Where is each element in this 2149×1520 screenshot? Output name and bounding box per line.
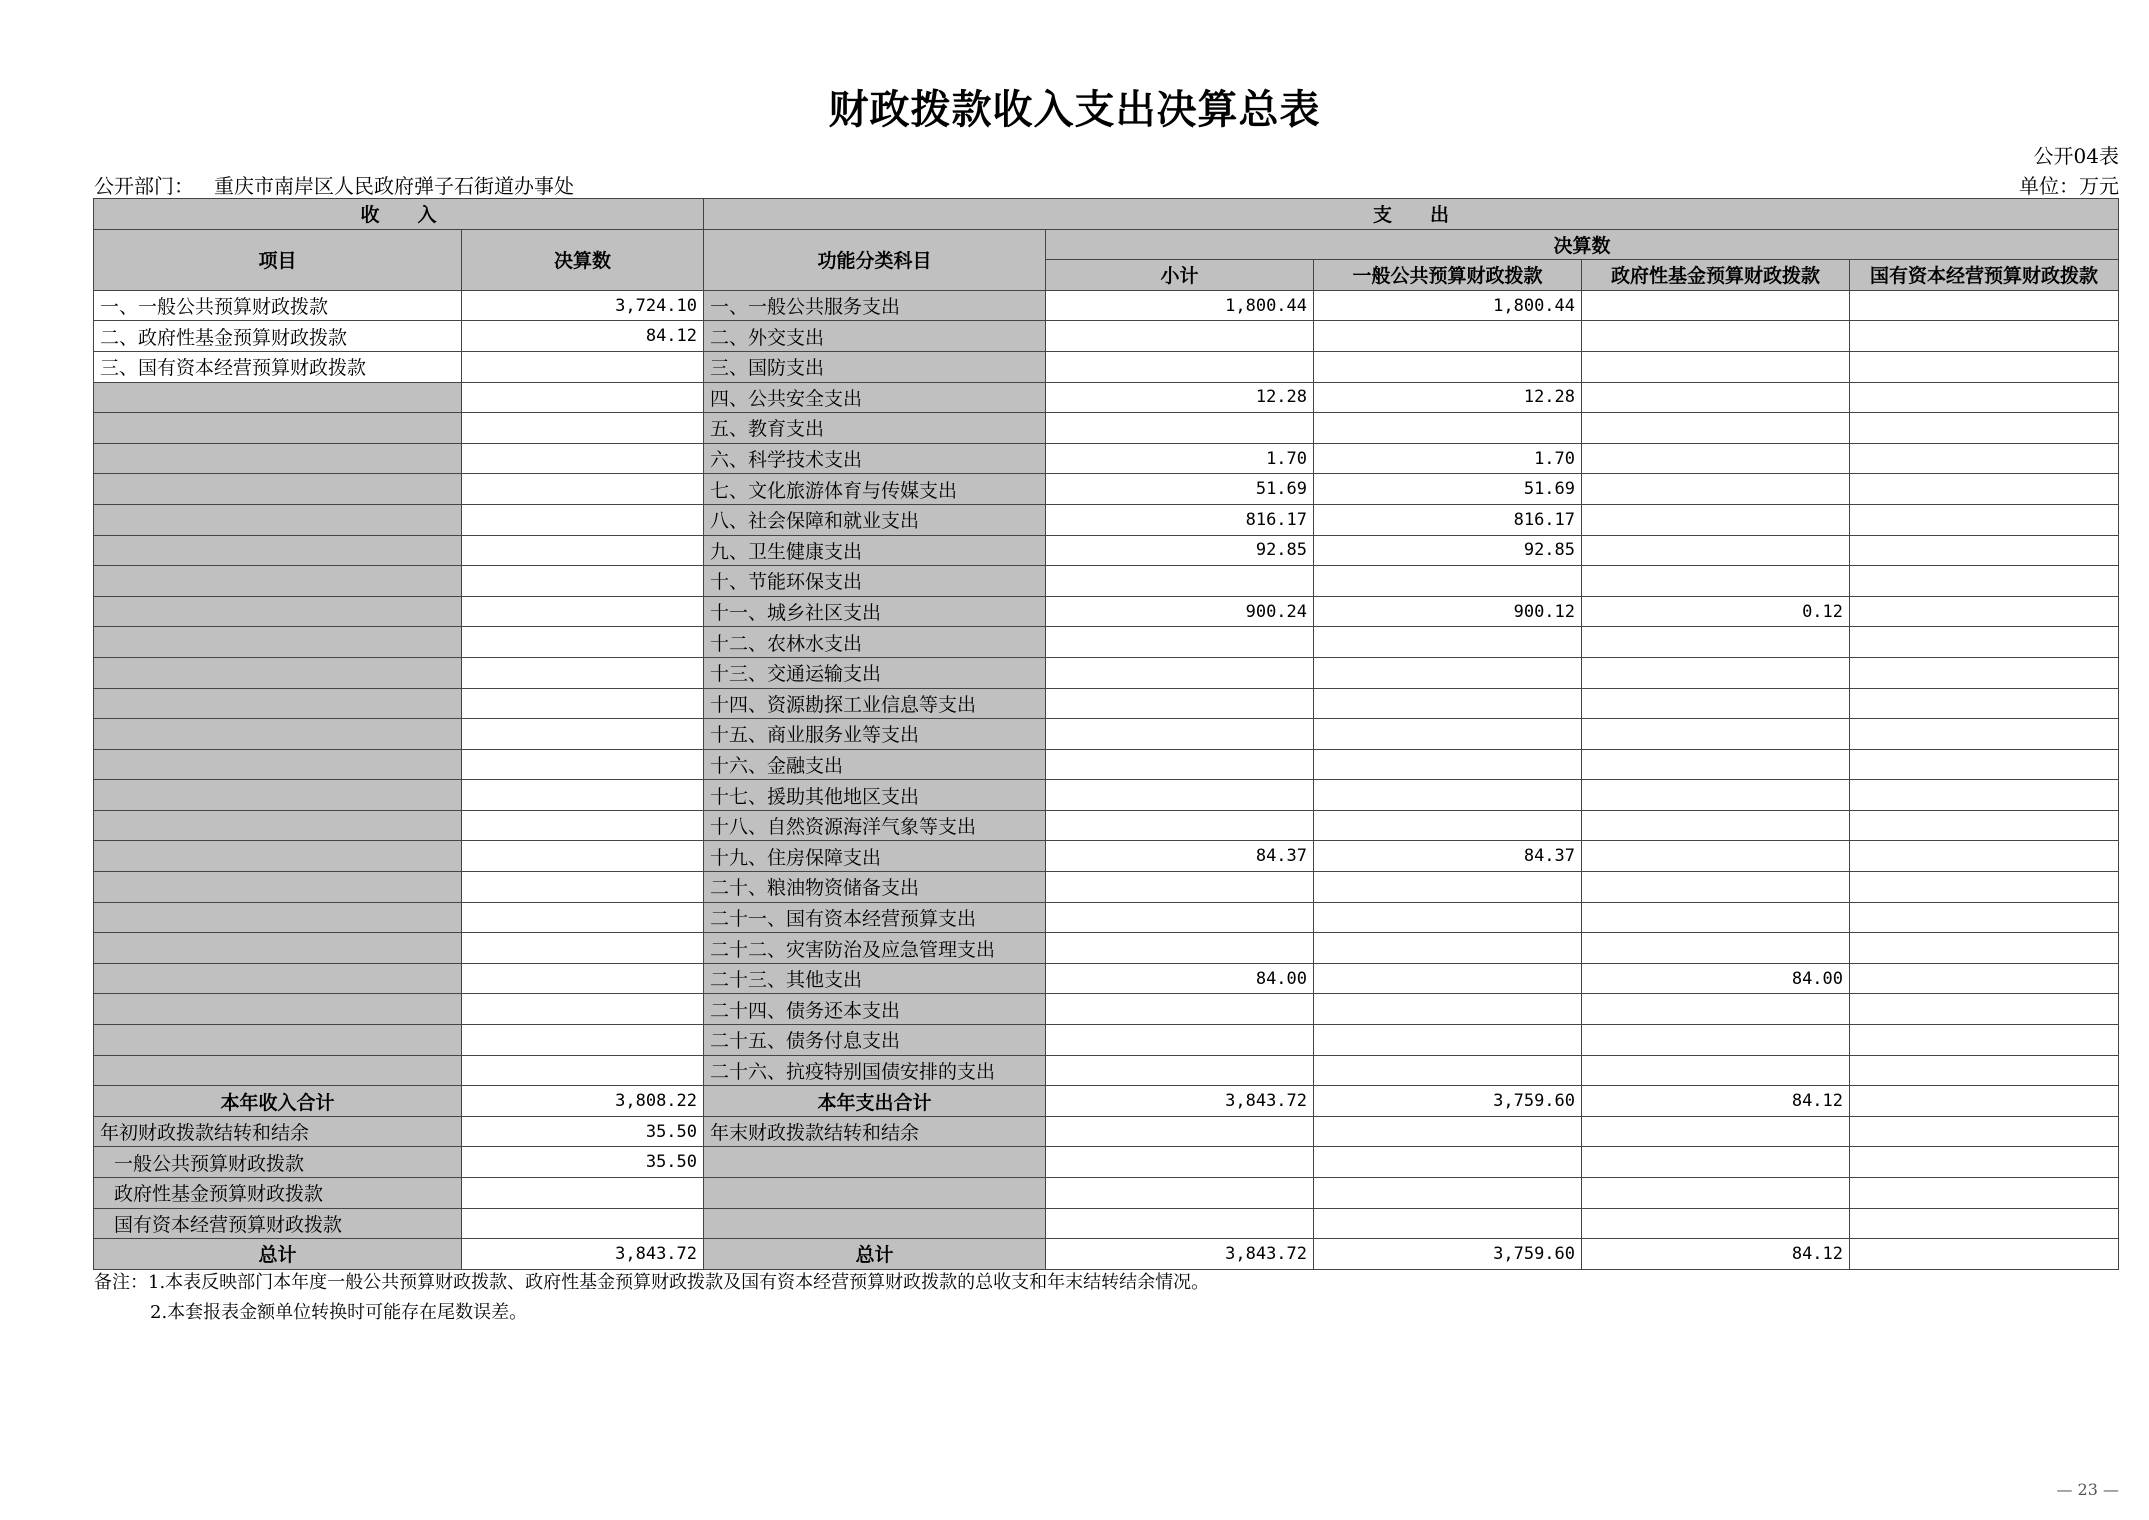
expense-category-cell: 六、科学技术支出	[704, 443, 1046, 474]
carryover-state-capital-cell	[1850, 1147, 2119, 1178]
general-budget-cell	[1314, 1055, 1582, 1086]
income-amount-cell	[462, 872, 704, 903]
state-capital-cell	[1850, 749, 2119, 780]
expense-category-cell: 九、卫生健康支出	[704, 535, 1046, 566]
gov-fund-cell	[1582, 688, 1850, 719]
expense-category-cell: 一、一般公共服务支出	[704, 290, 1046, 321]
subtotal-cell	[1046, 688, 1314, 719]
carryover-state-capital-cell	[1850, 1208, 2119, 1239]
gov-fund-cell	[1582, 994, 1850, 1025]
subtotal-cell	[1046, 1025, 1314, 1056]
income-item-cell	[94, 841, 462, 872]
carryover-subtotal-cell	[1046, 1147, 1314, 1178]
income-amount-cell	[462, 780, 704, 811]
unit-label: 单位：万元	[2019, 174, 2119, 198]
expense-category-cell: 十五、商业服务业等支出	[704, 719, 1046, 750]
gov-fund-cell	[1582, 321, 1850, 352]
year-total-row	[94, 1086, 2119, 1117]
gov-fund-cell	[1582, 810, 1850, 841]
income-item-cell	[94, 627, 462, 658]
state-capital-cell	[1850, 627, 2119, 658]
department-line	[94, 170, 574, 199]
gov-fund-cell	[1582, 474, 1850, 505]
expense-category-cell: 二十二、灾害防治及应急管理支出	[704, 933, 1046, 964]
general-budget-cell	[1314, 749, 1582, 780]
gov-fund-cell	[1582, 413, 1850, 444]
state-capital-cell	[1850, 1055, 2119, 1086]
state-capital-cell	[1850, 994, 2119, 1025]
state-capital-cell	[1850, 719, 2119, 750]
state-capital-header: 国有资本经营预算财政拨款	[1850, 260, 2119, 291]
subtotal-cell	[1046, 657, 1314, 688]
table-row	[94, 841, 2119, 872]
income-item-cell	[94, 902, 462, 933]
income-item-cell	[94, 382, 462, 413]
state-capital-cell	[1850, 596, 2119, 627]
gov-fund-cell	[1582, 504, 1850, 535]
gov-fund-cell	[1582, 841, 1850, 872]
finance-summary-table	[93, 198, 2119, 1270]
income-header: 收 入	[94, 199, 704, 230]
expense-category-cell: 七、文化旅游体育与传媒支出	[704, 474, 1046, 505]
subtotal-cell: 84.00	[1046, 963, 1314, 994]
table-row	[94, 321, 2119, 352]
table-row	[94, 627, 2119, 658]
expense-category-cell: 十二、农林水支出	[704, 627, 1046, 658]
grand-total-income-amount: 3,843.72	[462, 1239, 704, 1270]
header-row-top	[94, 199, 2119, 230]
carryover-income-amount: 35.50	[462, 1116, 704, 1147]
subtotal-cell: 1,800.44	[1046, 290, 1314, 321]
page-number: — 23 —	[2056, 1480, 2119, 1499]
carryover-expense-label: 年末财政拨款结转和结余	[704, 1116, 1046, 1147]
carryover-row	[94, 1116, 2119, 1147]
state-capital-cell	[1850, 290, 2119, 321]
income-item-cell	[94, 657, 462, 688]
carryover-expense-label	[704, 1208, 1046, 1239]
settlement-header: 决算数	[1046, 229, 2119, 260]
carryover-subtotal-cell	[1046, 1116, 1314, 1147]
general-budget-cell	[1314, 657, 1582, 688]
expense-category-cell: 十、节能环保支出	[704, 566, 1046, 597]
general-budget-cell	[1314, 933, 1582, 964]
expense-category-cell: 十四、资源勘探工业信息等支出	[704, 688, 1046, 719]
carryover-income-amount	[462, 1208, 704, 1239]
carryover-expense-label	[704, 1178, 1046, 1209]
general-budget-cell	[1314, 627, 1582, 658]
income-amount-cell	[462, 351, 704, 382]
subtotal-cell	[1046, 810, 1314, 841]
grand-total-gov-fund: 84.12	[1582, 1239, 1850, 1270]
table-row	[94, 443, 2119, 474]
income-item-cell: 三、国有资本经营预算财政拨款	[94, 351, 462, 382]
table-row	[94, 1025, 2119, 1056]
table-row	[94, 290, 2119, 321]
expense-category-cell: 二十四、债务还本支出	[704, 994, 1046, 1025]
year-expense-gov-fund: 84.12	[1582, 1086, 1850, 1117]
income-item-cell	[94, 719, 462, 750]
state-capital-cell	[1850, 413, 2119, 444]
income-amount-cell	[462, 566, 704, 597]
general-budget-cell: 51.69	[1314, 474, 1582, 505]
carryover-general-cell	[1314, 1208, 1582, 1239]
table-row	[94, 963, 2119, 994]
subtotal-cell	[1046, 413, 1314, 444]
subtotal-cell	[1046, 627, 1314, 658]
state-capital-cell	[1850, 810, 2119, 841]
state-capital-cell	[1850, 382, 2119, 413]
table-row	[94, 780, 2119, 811]
income-item-cell	[94, 504, 462, 535]
general-budget-cell: 900.12	[1314, 596, 1582, 627]
gov-fund-cell	[1582, 749, 1850, 780]
gov-fund-cell	[1582, 351, 1850, 382]
general-budget-cell: 84.37	[1314, 841, 1582, 872]
general-budget-cell	[1314, 688, 1582, 719]
income-item-cell	[94, 872, 462, 903]
carryover-row	[94, 1178, 2119, 1209]
table-row	[94, 566, 2119, 597]
table-row	[94, 872, 2119, 903]
income-amount-cell	[462, 749, 704, 780]
subtotal-cell	[1046, 872, 1314, 903]
grand-total-row	[94, 1239, 2119, 1270]
income-item-cell: 一、一般公共预算财政拨款	[94, 290, 462, 321]
general-budget-cell	[1314, 1025, 1582, 1056]
expense-category-cell: 十一、城乡社区支出	[704, 596, 1046, 627]
gov-fund-cell	[1582, 1025, 1850, 1056]
state-capital-cell	[1850, 504, 2119, 535]
carryover-general-cell	[1314, 1116, 1582, 1147]
subtotal-cell: 12.28	[1046, 382, 1314, 413]
general-budget-cell: 92.85	[1314, 535, 1582, 566]
carryover-state-capital-cell	[1850, 1178, 2119, 1209]
carryover-general-cell	[1314, 1147, 1582, 1178]
gov-fund-cell: 84.00	[1582, 963, 1850, 994]
income-item-cell	[94, 566, 462, 597]
table-row	[94, 382, 2119, 413]
subtotal-cell: 92.85	[1046, 535, 1314, 566]
subtotal-cell	[1046, 719, 1314, 750]
general-budget-cell	[1314, 719, 1582, 750]
table-row	[94, 719, 2119, 750]
carryover-gov-fund-cell	[1582, 1178, 1850, 1209]
subtotal-cell: 1.70	[1046, 443, 1314, 474]
general-budget-cell: 1,800.44	[1314, 290, 1582, 321]
expense-category-cell: 二十六、抗疫特别国债安排的支出	[704, 1055, 1046, 1086]
year-expense-state-capital	[1850, 1086, 2119, 1117]
table-row	[94, 994, 2119, 1025]
expense-category-cell: 二十一、国有资本经营预算支出	[704, 902, 1046, 933]
state-capital-cell	[1850, 963, 2119, 994]
expense-category-cell: 二、外交支出	[704, 321, 1046, 352]
income-amount-cell	[462, 382, 704, 413]
subtotal-cell	[1046, 1055, 1314, 1086]
table-row	[94, 535, 2119, 566]
grand-total-income-label: 总计	[94, 1239, 462, 1270]
state-capital-cell	[1850, 535, 2119, 566]
subtotal-cell	[1046, 321, 1314, 352]
general-budget-cell: 12.28	[1314, 382, 1582, 413]
header-row-mid	[94, 229, 2119, 260]
state-capital-cell	[1850, 443, 2119, 474]
carryover-income-amount	[462, 1178, 704, 1209]
general-budget-cell	[1314, 994, 1582, 1025]
carryover-row	[94, 1147, 2119, 1178]
general-budget-header: 一般公共预算财政拨款	[1314, 260, 1582, 291]
general-budget-cell	[1314, 566, 1582, 597]
state-capital-cell	[1850, 474, 2119, 505]
function-category-header: 功能分类科目	[704, 229, 1046, 290]
income-item-cell	[94, 1025, 462, 1056]
income-item-cell	[94, 474, 462, 505]
general-budget-cell	[1314, 321, 1582, 352]
income-item-cell	[94, 688, 462, 719]
income-amount-cell	[462, 688, 704, 719]
grand-total-state-capital	[1850, 1239, 2119, 1270]
general-budget-cell	[1314, 413, 1582, 444]
notes	[94, 1268, 1209, 1328]
income-amount-cell	[462, 810, 704, 841]
carryover-income-label: 年初财政拨款结转和结余	[94, 1116, 462, 1147]
carryover-general-cell	[1314, 1178, 1582, 1209]
subtotal-cell	[1046, 902, 1314, 933]
carryover-income-label: 国有资本经营预算财政拨款	[94, 1208, 462, 1239]
income-item-cell	[94, 994, 462, 1025]
income-item-cell	[94, 933, 462, 964]
carryover-income-label: 一般公共预算财政拨款	[94, 1147, 462, 1178]
gov-fund-cell	[1582, 719, 1850, 750]
general-budget-cell	[1314, 351, 1582, 382]
carryover-gov-fund-cell	[1582, 1208, 1850, 1239]
expense-category-cell: 二十五、债务付息支出	[704, 1025, 1046, 1056]
department-label: 公开部门：	[94, 174, 194, 198]
carryover-subtotal-cell	[1046, 1208, 1314, 1239]
income-amount-cell	[462, 627, 704, 658]
table-row	[94, 902, 2119, 933]
income-amount-cell	[462, 504, 704, 535]
state-capital-cell	[1850, 780, 2119, 811]
expense-category-cell: 三、国防支出	[704, 351, 1046, 382]
table-row	[94, 749, 2119, 780]
general-budget-cell	[1314, 872, 1582, 903]
income-item-cell	[94, 535, 462, 566]
expense-category-cell: 十八、自然资源海洋气象等支出	[704, 810, 1046, 841]
amount-header: 决算数	[462, 229, 704, 290]
grand-total-expense-label: 总计	[704, 1239, 1046, 1270]
income-item-cell	[94, 1055, 462, 1086]
state-capital-cell	[1850, 566, 2119, 597]
table-row	[94, 933, 2119, 964]
carryover-gov-fund-cell	[1582, 1116, 1850, 1147]
carryover-gov-fund-cell	[1582, 1147, 1850, 1178]
expense-category-cell: 十九、住房保障支出	[704, 841, 1046, 872]
state-capital-cell	[1850, 657, 2119, 688]
gov-fund-cell	[1582, 566, 1850, 597]
state-capital-cell	[1850, 933, 2119, 964]
state-capital-cell	[1850, 351, 2119, 382]
year-income-total-label: 本年收入合计	[94, 1086, 462, 1117]
gov-fund-cell: 0.12	[1582, 596, 1850, 627]
income-item-cell	[94, 443, 462, 474]
expense-category-cell: 八、社会保障和就业支出	[704, 504, 1046, 535]
table-row	[94, 504, 2119, 535]
income-amount-cell	[462, 657, 704, 688]
table-row	[94, 1055, 2119, 1086]
gov-fund-cell	[1582, 290, 1850, 321]
expense-category-cell: 二十、粮油物资储备支出	[704, 872, 1046, 903]
subtotal-cell	[1046, 933, 1314, 964]
subtotal-cell: 51.69	[1046, 474, 1314, 505]
year-expense-general: 3,759.60	[1314, 1086, 1582, 1117]
gov-fund-cell	[1582, 657, 1850, 688]
state-capital-cell	[1850, 688, 2119, 719]
table-row	[94, 596, 2119, 627]
income-amount-cell	[462, 963, 704, 994]
gov-fund-cell	[1582, 382, 1850, 413]
page-title: 财政拨款收入支出决算总表	[828, 86, 1321, 133]
income-item-cell	[94, 413, 462, 444]
subtotal-cell: 900.24	[1046, 596, 1314, 627]
expense-category-cell: 四、公共安全支出	[704, 382, 1046, 413]
year-expense-subtotal: 3,843.72	[1046, 1086, 1314, 1117]
income-amount-cell	[462, 902, 704, 933]
income-amount-cell	[462, 719, 704, 750]
state-capital-cell	[1850, 902, 2119, 933]
table-row	[94, 413, 2119, 444]
income-amount-cell	[462, 443, 704, 474]
income-item-cell	[94, 810, 462, 841]
department-name: 重庆市南岸区人民政府弹子石街道办事处	[214, 174, 574, 198]
expense-header: 支 出	[704, 199, 2119, 230]
general-budget-cell: 816.17	[1314, 504, 1582, 535]
income-amount-cell	[462, 1025, 704, 1056]
general-budget-cell	[1314, 810, 1582, 841]
table-row	[94, 810, 2119, 841]
table-number: 公开04表	[2033, 144, 2119, 168]
subtotal-cell	[1046, 994, 1314, 1025]
item-header: 项目	[94, 229, 462, 290]
grand-total-subtotal: 3,843.72	[1046, 1239, 1314, 1270]
table-row	[94, 657, 2119, 688]
income-item-cell	[94, 749, 462, 780]
grand-total-general: 3,759.60	[1314, 1239, 1582, 1270]
income-amount-cell	[462, 413, 704, 444]
general-budget-cell: 1.70	[1314, 443, 1582, 474]
income-amount-cell	[462, 474, 704, 505]
subtotal-cell	[1046, 566, 1314, 597]
carryover-row	[94, 1208, 2119, 1239]
carryover-income-amount: 35.50	[462, 1147, 704, 1178]
income-item-cell: 二、政府性基金预算财政拨款	[94, 321, 462, 352]
carryover-state-capital-cell	[1850, 1116, 2119, 1147]
table-row	[94, 688, 2119, 719]
gov-fund-cell	[1582, 443, 1850, 474]
table-row	[94, 474, 2119, 505]
subtotal-cell	[1046, 749, 1314, 780]
income-item-cell	[94, 596, 462, 627]
expense-category-cell: 十六、金融支出	[704, 749, 1046, 780]
expense-category-cell: 五、教育支出	[704, 413, 1046, 444]
subtotal-header: 小计	[1046, 260, 1314, 291]
table-row	[94, 351, 2119, 382]
expense-category-cell: 十三、交通运输支出	[704, 657, 1046, 688]
expense-category-cell: 二十三、其他支出	[704, 963, 1046, 994]
subtotal-cell	[1046, 351, 1314, 382]
subtotal-cell	[1046, 780, 1314, 811]
state-capital-cell	[1850, 841, 2119, 872]
gov-fund-cell	[1582, 780, 1850, 811]
state-capital-cell	[1850, 321, 2119, 352]
income-amount-cell	[462, 841, 704, 872]
expense-category-cell: 十七、援助其他地区支出	[704, 780, 1046, 811]
gov-fund-cell	[1582, 1055, 1850, 1086]
general-budget-cell	[1314, 780, 1582, 811]
gov-fund-header: 政府性基金预算财政拨款	[1582, 260, 1850, 291]
note-1: 备注：1.本表反映部门本年度一般公共预算财政拨款、政府性基金预算财政拨款及国有资本经营预算财政拨款的总收支和年末结转结余情况。	[94, 1272, 1210, 1293]
subtotal-cell: 84.37	[1046, 841, 1314, 872]
year-income-total-amount: 3,808.22	[462, 1086, 704, 1117]
general-budget-cell	[1314, 963, 1582, 994]
general-budget-cell	[1314, 902, 1582, 933]
carryover-income-label: 政府性基金预算财政拨款	[94, 1178, 462, 1209]
income-item-cell	[94, 780, 462, 811]
income-amount-cell	[462, 933, 704, 964]
income-amount-cell	[462, 535, 704, 566]
gov-fund-cell	[1582, 902, 1850, 933]
state-capital-cell	[1850, 872, 2119, 903]
income-amount-cell	[462, 994, 704, 1025]
state-capital-cell	[1850, 1025, 2119, 1056]
gov-fund-cell	[1582, 627, 1850, 658]
gov-fund-cell	[1582, 872, 1850, 903]
carryover-subtotal-cell	[1046, 1178, 1314, 1209]
gov-fund-cell	[1582, 535, 1850, 566]
income-amount-cell: 84.12	[462, 321, 704, 352]
subtotal-cell: 816.17	[1046, 504, 1314, 535]
income-amount-cell: 3,724.10	[462, 290, 704, 321]
note-2: 2.本套报表金额单位转换时可能存在尾数误差。	[150, 1302, 528, 1323]
gov-fund-cell	[1582, 933, 1850, 964]
income-item-cell	[94, 963, 462, 994]
income-amount-cell	[462, 596, 704, 627]
carryover-expense-label	[704, 1147, 1046, 1178]
year-expense-total-label: 本年支出合计	[704, 1086, 1046, 1117]
income-amount-cell	[462, 1055, 704, 1086]
